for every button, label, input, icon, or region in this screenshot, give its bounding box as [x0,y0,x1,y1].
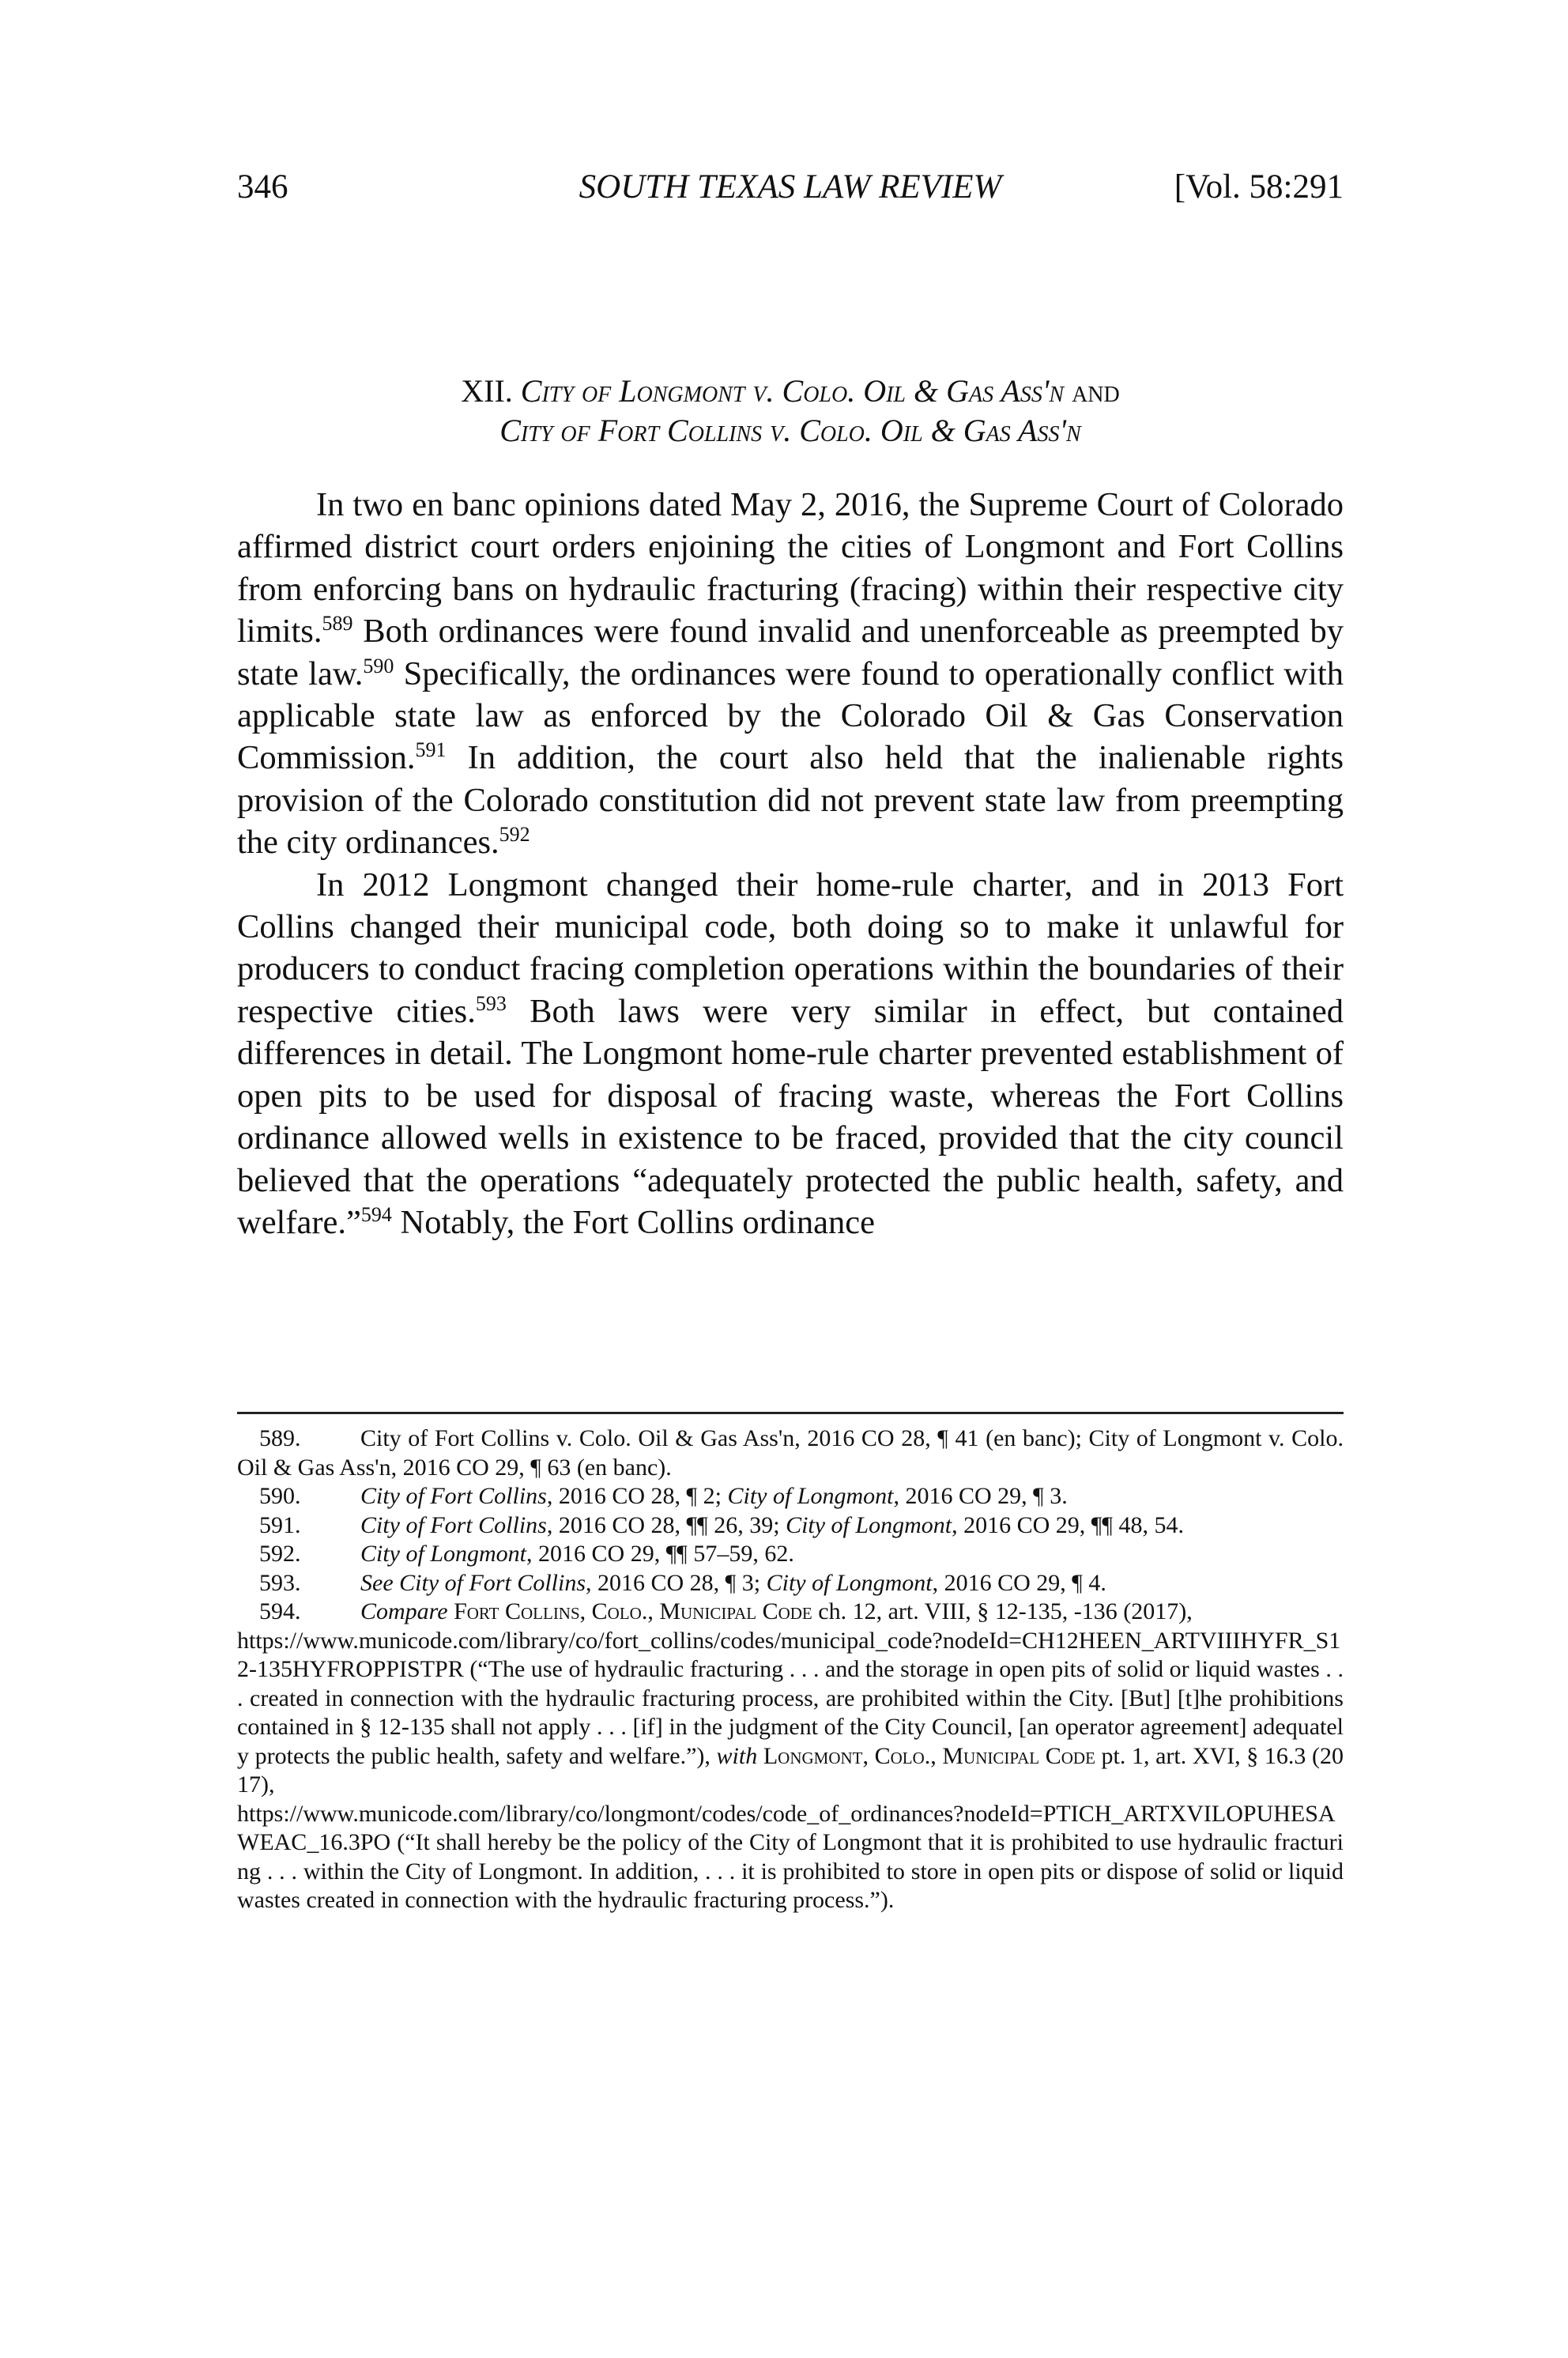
url-link[interactable]: https://www.municode.com/library/co/longmont/codes/code_of_ordinances?nodeId=PTICH_ARTXVILOPUHESAWEAC_16.3PO [237,1800,1336,1855]
text-run: In 2012 Longmont changed their home-rule charter, and in 2013 Fort Collins changed their municipal code, both doing so to make it unlawful for producers to conduct fracing completion operations within the boundaries of their respective cities. [237,866,1344,1030]
footnote-594-cont-2 [237,1800,1344,1915]
footnote-ref-591[interactable]: 591 [415,738,447,762]
running-header [237,168,1344,212]
footnote-text: City of Fort Collins v. Colo. Oil & Gas Ass'n, 2016 CO 28, ¶ 41 (en banc); City of Longmont v. Colo. Oil & Gas Ass'n, 2016 CO 29, ¶ 63 (en banc). [237,1425,1344,1481]
main-text [237,484,1344,1243]
volume-citation: [Vol. 58:291 [1174,168,1344,206]
footnote-number: 593. [259,1569,301,1596]
section-heading-line-1 [237,372,1344,411]
text-run: Specifically, the ordinances were found to operationally conflict with applicable state law as enforced by the Colorado Oil & Gas Conservation Commission. [237,655,1344,777]
footnote-594 [237,1598,1344,1627]
case-name: City of Longmont [727,1483,894,1509]
case-name: City of Fort Collins [399,1569,586,1596]
case-name: City of Fort Collins [360,1483,547,1509]
case-name: City of Longmont [360,1541,527,1567]
footnote-ref-594[interactable]: 594 [360,1202,392,1226]
url-link[interactable]: https://www.municode.com/library/co/fort_collins/codes/municipal_code?nodeId=CH12HEEN_ARTVIIIHYFR_S12-135HYFROPPISTPR [237,1627,1341,1682]
citation-signal: See [360,1569,394,1596]
footnote-text: , 2016 CO 29, ¶¶ 48, 54. [952,1511,1184,1538]
footnote-text: , 2016 CO 28, ¶¶ 26, 39; [546,1511,786,1538]
heading-conjunction: and [1072,373,1120,409]
section-heading-line-2 [237,411,1344,451]
text-run: Both ordinances were found invalid and unenforceable as preempted by state law. [237,613,1344,692]
paragraph-2 [237,864,1344,1244]
footnote-divider [237,1412,1344,1414]
footnote-number: 592. [259,1541,301,1567]
footnote-text: pt. 1, art. XVI, § 16.3 (2017), [237,1742,1344,1798]
footnote-text: (“It shall hereby be the policy of the City of Longmont that it is prohibited to use hydraulic fracturing . . . within the City of Longmont. In addition, . . . it is prohibited to store in open pits or dispose of solid or liquid wastes created in connection with the hydraulic fracturing process.”). [237,1829,1344,1913]
footnote-number: 591. [259,1511,301,1538]
journal-title: SOUTH TEXAS LAW REVIEW [579,168,1002,206]
case-name: City of Fort Collins [360,1511,547,1538]
case-name: City of Longmont [786,1511,952,1538]
case-name-longmont: City of Longmont v. Colo. Oil & Gas Ass'n [520,373,1065,409]
footnote-590 [237,1482,1344,1511]
footnote-text: ch. 12, art. VIII, § 12-135, -136 (2017), [812,1598,1193,1624]
code-citation: Longmont, Colo., Municipal Code [763,1742,1095,1769]
footnote-text: , 2016 CO 29, ¶ 3. [893,1483,1068,1509]
footnote-text: (“The use of hydraulic fracturing . . . and the storage in open pits of solid or liquid wastes . . . created in connection with the hydraulic fracturing process, are prohibited within the City. [But] [t]he prohibitions contained in § 12-135 shall not apply . . . [if] in the judgment of the City Council, [an operator agreement] adequately protects the public health, safety and welfare.”), [237,1656,1344,1769]
footnotes [237,1424,1344,1915]
footnote-ref-593[interactable]: 593 [475,991,507,1015]
footnote-591 [237,1511,1344,1541]
footnote-ref-590[interactable]: 590 [363,654,394,677]
footnote-592 [237,1540,1344,1569]
citation-signal: Compare [360,1598,448,1624]
footnote-text: , 2016 CO 29, ¶ 4. [932,1569,1106,1596]
footnote-593 [237,1569,1344,1598]
footnote-ref-592[interactable]: 592 [499,823,530,847]
section-number: XII. [461,373,513,409]
section-heading [237,372,1344,451]
text-run: Both laws were very similar in effect, but contained differences in detail. The Longmont home-rule charter prevented establishment of open pits to be used for disposal of fracing waste, whereas the Fort Collins ordinance allowed wells in existence to be fraced, provided that the city council believed that the operations “adequately protected the public health, safety, and welfare.” [237,992,1344,1241]
footnote-text: , 2016 CO 28, ¶ 3; [586,1569,767,1596]
text-run: Notably, the Fort Collins ordinance [391,1203,875,1241]
footnote-text: , 2016 CO 29, ¶¶ 57–59, 62. [526,1541,794,1567]
footnote-number: 590. [259,1483,301,1509]
text-run: In two en banc opinions dated May 2, 2016, the Supreme Court of Colorado affirmed district court orders enjoining the cities of Longmont and Fort Collins from enforcing bans on hydraulic fracturing (fracing) within their respective city limits. [237,486,1344,651]
code-citation: Fort Collins, Colo., Municipal Code [454,1598,812,1624]
footnote-589 [237,1424,1344,1482]
case-name: City of Longmont [766,1569,933,1596]
page-number: 346 [237,168,288,206]
footnote-number: 589. [259,1425,301,1451]
text-run: In addition, the court also held that the inalienable rights provision of the Colorado constitution did not prevent state law from preempting the city ordinances. [237,739,1344,862]
footnote-number: 594. [259,1598,301,1624]
paragraph-1 [237,484,1344,864]
citation-signal: with [716,1742,758,1769]
case-name-fort-collins: City of Fort Collins v. Colo. Oil & Gas Ass'n [499,413,1081,448]
footnote-594-cont [237,1627,1344,1800]
footnote-text: , 2016 CO 28, ¶ 2; [546,1483,728,1509]
footnote-ref-589[interactable]: 589 [322,612,353,636]
